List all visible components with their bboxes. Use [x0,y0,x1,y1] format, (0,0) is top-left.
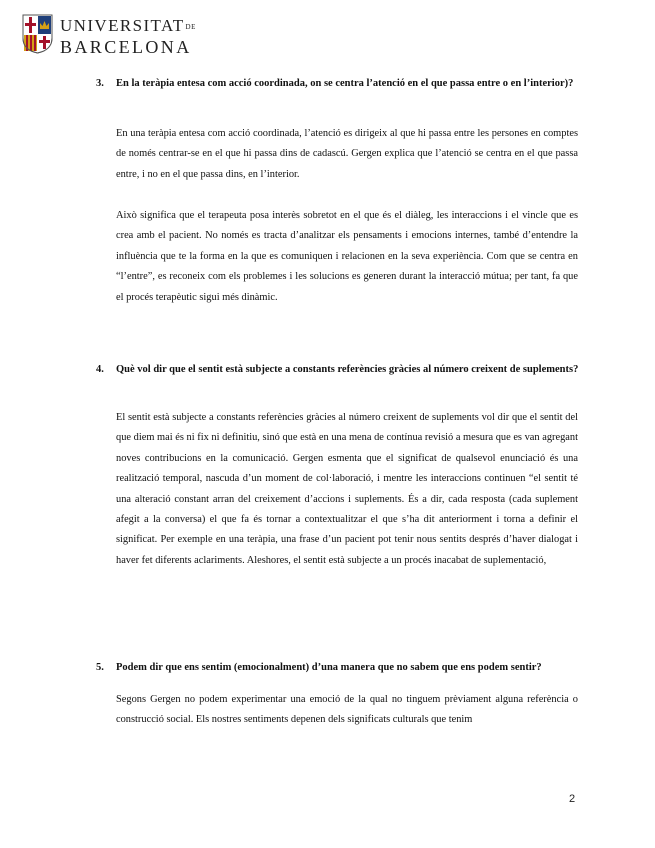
university-shield-icon [22,14,53,54]
paragraph: El sentit està subjecte a constants referències gràcies al número creixent de suplements vol dir que el sentit del que diem mai és ni fix ni definitiu, sinó que està en una mena de contínua revisió a mesura que es van agregant noves contribucions en la comunicació. Gergen esmenta que el significat de qualsevol enunciació és una realització temporal, nascuda d’un moment de col·laboració, i mentre les interaccions continuen “el sentit té una alteració constant arran del creixement d’accions i suplements. És a dir, cada resposta (cada suplement afegit a la conversa) el que fa és tornar a contextualitzar el que s’ha dit anteriorment i torna a definir el significat. Per exemple en una teràpia, una frase d’un pacient pot tenir nous sentits després d’haver dialogat i haver fet diferents aclariments. Aleshores, el sentit està subjecte a un procés inacabat de suplementació, [116,412,578,566]
paragraph: Segons Gergen no podem experimentar una emoció de la qual no tinguem prèviament alguna referència o construcció social. Els nostres sentiments depenen dels significats culturals que tenim [116,694,578,726]
paragraph: Això significa que el terapeuta posa interès sobretot en el que és el diàleg, les interaccions i el vincle que es crea amb el pacient. No només es tracta d’analitzar els pensaments i emocions internes, també d’entendre la influència que te la forma en la que es comuniquen i relacionen en la seva experiència. Com que se centra en “l’entre”, es reconeix com els problemes i les solucions es generen durant la interacció mútua; per tant, fa que el procés terapèutic sigui més dinàmic. [116,210,578,303]
question-title: Què vol dir que el sentit està subjecte a constants referències gràcies al número creixent de suplements? [116,364,579,375]
question-3-heading [96,76,580,92]
question-title: Podem dir que ens sentim (emocionalment) d’una manera que no sabem que ens podem sentir? [116,662,542,673]
university-name-line1: UNIVERSITAT [60,16,185,35]
paragraph: En una teràpia entesa com acció coordinada, l’atenció es dirigeix al que hi passa entre les persones en comptes de només centrar-se en el que hi passa dins de cadascú. Gergen explica que l’atenció se centra en el que passa entre, i no en el que passa dins, en l’interior. [116,128,578,180]
question-5-heading [96,660,580,676]
university-name-de: DE [185,23,196,31]
question-number: 3. [96,78,104,89]
question-4-heading [96,362,580,378]
question-number: 4. [96,364,104,375]
university-name [60,16,196,57]
university-name-line2: BARCELONA [60,37,192,57]
question-title: En la teràpia entesa com acció coordinada, on se centra l’atenció en el que passa entre o en l’interior)? [116,78,574,89]
question-number: 5. [96,662,104,673]
page-number: 2 [569,793,576,805]
